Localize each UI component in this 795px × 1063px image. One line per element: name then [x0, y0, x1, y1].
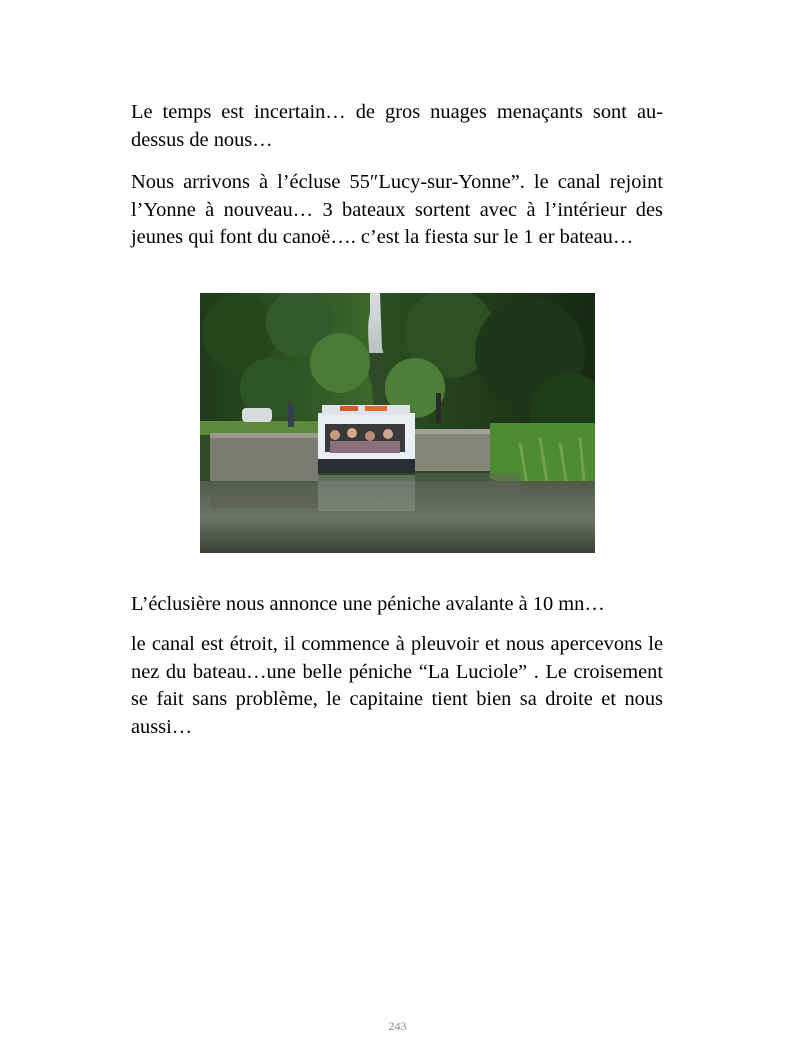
- page-number: 243: [388, 1019, 407, 1033]
- paragraph-narrow-canal: le canal est étroit, il commence à pleuvoir et nous apercevons le nez du bateau…une belle péniche “La Luciole” . Le croisement se fait sans problème, le capitaine tient bien sa droite et nous aussi…: [131, 633, 663, 738]
- paragraph-weather: Le temps est incertain… de gros nuages menaçants sont au-dessus de nous…: [131, 101, 663, 151]
- canal-lock-photo: [200, 293, 595, 553]
- paragraph-lock-keeper: L’éclusière nous annonce une péniche avalante à 10 mn…: [131, 593, 605, 615]
- paragraph-lock-arrival: Nous arrivons à l’écluse 55″Lucy-sur-Yonne”. le canal rejoint l’Yonne à nouveau… 3 bateaux sortent avec à l’intérieur des jeunes qui font du canoë…. c’est la fiesta sur le 1 er bateau…: [131, 171, 663, 248]
